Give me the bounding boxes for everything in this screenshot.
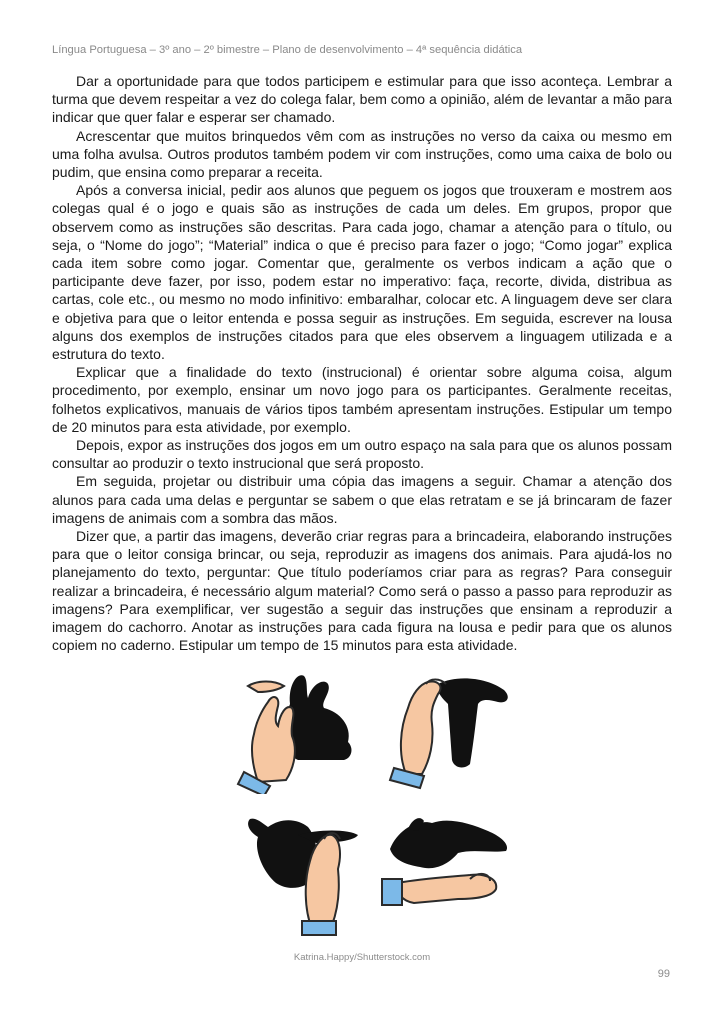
paragraph: Depois, expor as instruções dos jogos em um outro espaço na sala para que os alunos possam consultar ao produzir o texto instrucional que será proposto. <box>52 437 672 472</box>
rabbit-shadow-illustration <box>228 664 368 794</box>
paragraph: Após a conversa inicial, pedir aos alunos que peguem os jogos que trouxeram e mostrem aos colegas qual é o jogo e quais são as instruções de cada um deles. Em grupos, propor que observem como as instruções são descritas. Para cada jogo, chamar a atenção para o título, ou seja, o “Nome do jogo”; “Material” indica o que é preciso para fazer o jogo; “Como jogar” explica cada item sobre como jogar. Comentar que, geralmente os verbos indicam a ação que o participante deve fazer, por isso, podem estar no imperativo: faça, recorte, divida, distribua as cartas, cole etc., ou mesmo no modo infinitivo: embaralhar, colocar etc. A linguagem deve ser clara e objetiva para que o leitor entenda e possa seguir as instruções. Em seguida, escrever na lousa alguns dos exemplos de instruções citados para que eles observem a linguagem utilizada e a estrutura do texto. <box>52 182 672 363</box>
paragraph: Em seguida, projetar ou distribuir uma cópia das imagens a seguir. Chamar a atenção dos alunos para cada uma delas e perguntar se sabem o que elas retratam e se já brincaram de fazer imagens de animais com a sombra das mãos. <box>52 473 672 526</box>
dog-shadow-illustration <box>378 809 518 939</box>
goat-shadow-illustration <box>228 809 368 939</box>
camel-shadow-illustration <box>378 664 518 794</box>
page-number: 99 <box>657 968 670 980</box>
hand-shadows-figure <box>228 664 518 944</box>
paragraph: Dizer que, a partir das imagens, deverão criar regras para a brincadeira, elaborando instruções para que o leitor consiga brincar, ou seja, reproduzir as imagens dos animais. Para ajudá-los no planejamento do texto, perguntar: Que título poderíamos criar para as regras? Para conseguir realizar a brincadeira, é necessário algum material? Como será o passo a passo para reproduzir as imagens? Para exemplificar, ver sugestão a seguir das instruções que ensinam a reproduzir a imagem do cachorro. Anotar as instruções para cada figura na lousa e pedir para que os alunos copiem no caderno. Estipular um tempo de 15 minutos para esta atividade. <box>52 528 672 654</box>
paragraph: Dar a oportunidade para que todos participem e estimular para que isso aconteça. Lembrar a turma que devem respeitar a vez do colega falar, bem como a opinião, além de levantar a mão para indicar que quer falar e esperar ser chamado. <box>52 73 672 126</box>
body-text <box>52 72 672 655</box>
paragraph: Explicar que a finalidade do texto (instrucional) é orientar sobre alguma coisa, algum procedimento, por exemplo, ensinar um novo jogo para os participantes. Geralmente receitas, folhetos explicativos, manuais de vários tipos também apresentam instruções. Estipular um tempo de 20 minutos para esta atividade, por exemplo. <box>52 364 672 435</box>
paragraph: Acrescentar que muitos brinquedos vêm com as instruções no verso da caixa ou mesmo em uma folha avulsa. Outros produtos também podem vir com instruções, como uma caixa de bolo ou pudim, que ensina como preparar a receita. <box>52 127 672 181</box>
image-credit: Katrina.Happy/Shutterstock.com <box>293 952 431 963</box>
running-header: Língua Portuguesa – 3º ano – 2º bimestre – Plano de desenvolvimento – 4ª sequência didática <box>52 44 523 56</box>
